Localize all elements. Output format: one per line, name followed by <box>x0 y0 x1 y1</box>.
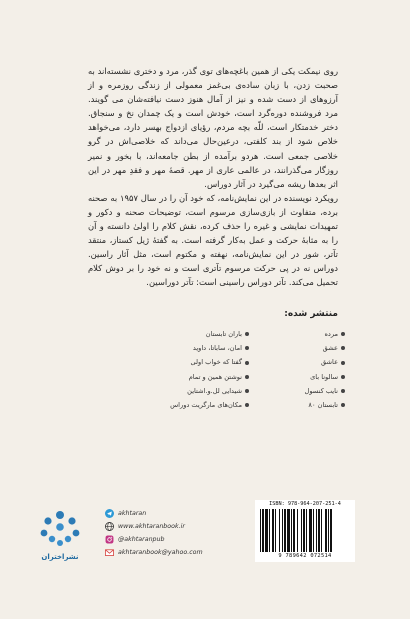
published-heading: منتشر شده: <box>284 309 338 319</box>
bullet-icon <box>341 375 345 379</box>
bullet-icon <box>245 403 249 407</box>
barcode-icon <box>260 509 350 552</box>
barcode-number: 9 789642 072514 <box>278 553 332 559</box>
bullet-icon <box>245 346 249 350</box>
contact-instagram[interactable]: @akhtaranpub <box>105 533 215 546</box>
contact-list <box>105 507 215 559</box>
globe-icon <box>105 522 114 531</box>
bullet-icon <box>245 389 249 393</box>
list-item: شیدایی لل.و.اشتاین <box>159 384 249 398</box>
contact-website[interactable]: www.akhtaranbook.ir <box>105 520 215 533</box>
published-column-1 <box>273 327 345 412</box>
publisher-name: نشراختران <box>41 553 79 561</box>
bullet-icon <box>341 346 345 350</box>
list-item: امان، ساباتا، داوید <box>159 341 249 355</box>
blurb-paragraph-2: رویکرد نویسنده در این نمایش‌نامه، که خود آن را در سال ۱۹۵۷ به صحنه برده، متفاوت از بازی‌سازی مرسوم است، توضیحات صحنه و دکور و تمهیدات نمایشی و غیره را حذف کرده، نقش کلام را اولیٰ دانسته و آن را به مثابهٔ حرکت و عمل به‌کار گرفته است. به گفتهٔ ژیل کستاز، منتقد تآتر، شور در این نمایش‌نامه، نهفته و مکتوم است، مثل آثار راسین. دوراس نه در پی حرکت مرسوم تآتری است و نه خود را بر دوش کلام تحمیل می‌کند. تآتر دوراس راسینی است: تآتر دوراسین. <box>88 192 338 288</box>
blurb-text <box>88 64 338 290</box>
list-item: گفتا که خواب اولی <box>159 355 249 369</box>
bullet-icon <box>245 375 249 379</box>
list-item: باران تابستان <box>159 327 249 341</box>
list-item: نوشتن همین و تمام <box>159 370 249 384</box>
publisher-logo-icon <box>38 509 82 553</box>
bullet-icon <box>341 389 345 393</box>
publisher-logo <box>38 509 82 564</box>
bullet-icon <box>341 332 345 336</box>
list-item: مرده <box>273 327 345 341</box>
list-item: نایب کنسول <box>273 384 345 398</box>
instagram-icon <box>105 535 114 544</box>
contact-email[interactable]: akhtaranbook@yahoo.com <box>105 546 215 559</box>
telegram-icon <box>105 509 114 518</box>
contact-telegram[interactable]: akhtaran <box>105 507 215 520</box>
email-icon <box>105 548 114 557</box>
blurb-paragraph-1: روی نیمکت یکی از همین باغچه‌های توی گذر، مرد و دختری نشسته‌اند به صحبت زدن، با زبان ساده‌ی بی‌غمز معمولی از زندگی روزمره و از آرزوهای از دست شده و نیز از آمال هنوز دست نیافته‌شان می گویند. مرد فروشنده دوره‌گرد است، خودش است و یک چمدان نخ و سنجاق. دختر خدمتکار است، للّه بچه مردم، رؤیای ازدواج بهسر دارد، می‌خواهد خلاص شود از بند کلفتی، درعین‌حال می‌داند که خلاصی‌اش در گرو خلاصی جمعی است. هردو برآمده از بطن جامعه‌اند، با بخور و نمیر روزگار می‌گذرانند، در عالمی عاری از مهر. قصهٔ مهر و فقدِ مهر در این اثر بعدها ریشه می‌گیرد در آثار دوراس. <box>88 66 338 189</box>
bullet-icon <box>341 403 345 407</box>
list-item: مکان‌های مارگریت دوراس <box>159 398 249 412</box>
isbn-barcode <box>255 500 355 562</box>
bullet-icon <box>245 361 249 365</box>
list-item: عشق <box>273 341 345 355</box>
isbn-label: ISBN: 978-964-207-251-4 <box>269 501 341 507</box>
list-item: سالونا بای <box>273 370 345 384</box>
list-item: تابستان ۸۰ <box>273 398 345 412</box>
bullet-icon <box>245 332 249 336</box>
published-column-2 <box>159 327 249 412</box>
published-books-list <box>65 327 345 477</box>
bullet-icon <box>341 361 345 365</box>
list-item: عاشق <box>273 355 345 369</box>
